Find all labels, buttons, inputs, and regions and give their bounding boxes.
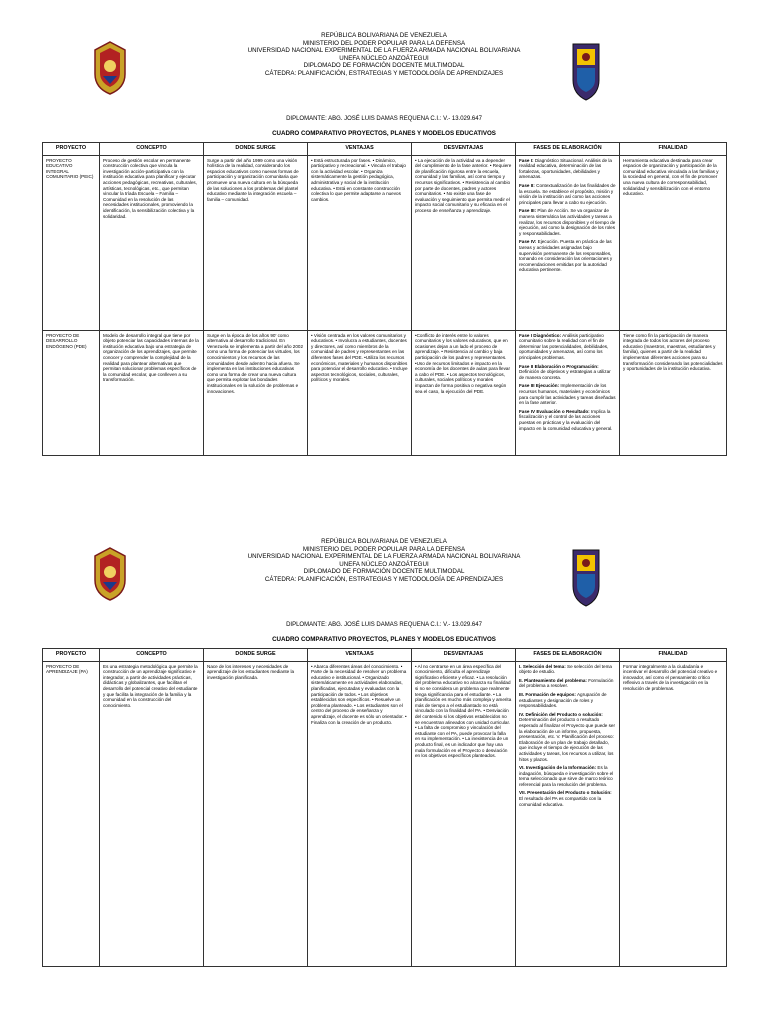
fase-item xyxy=(519,790,616,807)
header-line: DIPLOMADO DE FORMACIÓN DOCENTE MULTIMODAL xyxy=(303,568,465,576)
cell-finalidad: Tiene como fin la participación de manera integrada de todos los actores del proceso educativo (maestros, maestras, estudiantes y familia), quienes a partir de la realidad implementan diferentes acciones para su transformación considerando las potencialidades y oportunidades de la institución educativa. xyxy=(620,330,727,455)
column-header: FINALIDAD xyxy=(620,649,727,662)
fase-item xyxy=(519,364,616,381)
column-header: DESVENTAJAS xyxy=(412,649,516,662)
fase-item xyxy=(519,692,616,709)
fase-item xyxy=(519,333,616,361)
fase-text: Definición de objetivos y estrategias a utilizar de manera concreta. xyxy=(519,369,611,380)
cell-ventajas: • Está estructurada por fases. • Dinámico, participativo y recreacional. • Vincula el trabajo con la actividad escolar. • Organiza sistemáticamente la gestión pedagógica, administrativa y social de la institución educativa. • Está en constante construcción colectiva lo que permite adaptarse a nuevos cambios. xyxy=(308,155,412,330)
column-header: DONDE SURGE xyxy=(204,649,308,662)
cell-desventajas: •Conflicto de interés entre lo valores comunitarios y los valores educativos, que en ocasiones dejan a un lado el proceso de aprendizaje. • Resistencia al cambio y baja participación de los padres y representantes. •Uso de recursos limitados e impacto en la economía de los docentes de aulas para llevar a cabo el PDE. • Los aspectos tecnológicos, culturales, sociales políticos y morales impactan de forma positiva o negativa según sea el caso, la ejecución del PDE. xyxy=(412,330,516,455)
column-header: VENTAJAS xyxy=(308,143,412,156)
cell-finalidad: Formar integralmente a la ciudadanía e incentivar el desarrollo del potencial creativo e innovador, así como el pensamiento crítico reflexivo a través de la investigación en la resolución de problemas. xyxy=(620,661,727,966)
header-line: DIPLOMADO DE FORMACIÓN DOCENTE MULTIMODAL xyxy=(303,62,465,70)
fase-label: Fase III: xyxy=(519,208,537,214)
table-header-row xyxy=(43,649,727,662)
column-header: PROYECTO xyxy=(43,143,100,156)
column-header: PROYECTO xyxy=(43,649,100,662)
header-line: CÁTEDRA: PLANIFICACIÓN, ESTRATEGIAS Y METODOLOGÍA DE APRENDIZAJES xyxy=(264,575,504,583)
cell-proyecto: PROYECTO DE APRENDIZAJE (PA) xyxy=(43,661,100,966)
cell-donde-surge: Surge a partir del año 1999 como una visión holística de la realidad, considerando los espacios educativos como nuevas formas de participación y organización comunitaria que promueve una nueva cultura en la búsqueda de las soluciones a los problemas del plantel educativo mediante la integración escuela – familia – comunidad. xyxy=(204,155,308,330)
header-line: MINISTERIO DEL PODER POPULAR PARA LA DEFENSA xyxy=(302,545,466,553)
header-line: REPÚBLICA BOLIVARIANA DE VENEZUELA xyxy=(321,32,447,39)
cell-concepto: Modelo de desarrollo integral que tiene por objeto potenciar las capacidades internas de la institución educativa bajo una estrategia de organización de los aprendizajes, que permite conocer y comprender la complejidad de la realidad para plantear alternativas que permitan solucionar problemas específicos de la comunidad escolar, que conlleven a su transformación. xyxy=(100,330,204,455)
fase-label: VI. Investigación de la Información: xyxy=(519,765,597,771)
cell-ventajas: • Visión centrada en los valores comunitarios y educativos. • Involucra a estudiantes, docentes y directores, así como miembros de la comunidad de padres y representantes en las diferentes fases del PDE. •Utiliza los recursos económicos, materiales y humanos disponibles para potenciar el desarrollo educativo. • Incluye aspectos tecnológicos, sociales, culturales, políticos y morales. xyxy=(308,330,412,455)
column-header: FASES DE ELABORACIÓN xyxy=(516,143,620,156)
cell-fases xyxy=(516,155,620,330)
fase-item xyxy=(519,765,616,787)
cell-ventajas: • Abarca diferentes áreas del conocimiento. • Parte de la necesidad de resolver un problema educativo e institucional. • Organizado sistemáticamente en actividades elaboradas, planificadas, ejecutadas y evaluadas con la participación de todos. • Los objetivos establecidos son específicos. • Resuelve un problema planteado. • Los estudiantes son el centro del proceso de enseñanza y aprendizaje, el docente es sólo un orientador. • Finaliza con la creación de un producto. xyxy=(308,661,412,966)
unefa-logo-left xyxy=(91,40,129,99)
fase-label: III. Formación de equipos: xyxy=(519,691,576,697)
fase-text: Agrupación de estudiantes y designación de roles y responsabilidades. xyxy=(519,691,607,709)
fase-item xyxy=(519,664,616,675)
table-row xyxy=(43,330,727,455)
fase-text: Implementación de los recursos humanos, materiales y económicos para cumplir las actividades y tareas diseñadas en la fase anterior. xyxy=(519,383,616,406)
fase-label: Fase III Ejecución: xyxy=(519,383,560,389)
fase-item xyxy=(519,383,616,405)
fase-label: Fase I Diagnóstico: xyxy=(519,332,562,338)
header-line: UNEFA NÚCLEO ANZOÁTEGUI xyxy=(339,560,429,568)
page-header xyxy=(0,536,768,620)
university-crest-right xyxy=(567,40,605,105)
fase-label: Fase IV: xyxy=(519,239,537,245)
cell-concepto: Es una estrategia metodológica que permite la construcción de un aprendizaje significativo e integrador, a partir de actividades prácticas, didácticas y globalizantes, que facilitan el desarrollo del potencial creativo del estudiante y que facilita la integración de la familia y la comunidad en la construcción del conocimiento. xyxy=(100,661,204,966)
fase-item xyxy=(519,158,616,180)
fase-text: Plan de Acción. Se va organizar de manera sistemática las actividades y tareas a realizar, los recursos disponibles y el tiempo de ejecución, así como la designación de los roles y responsabilidades. xyxy=(519,208,616,236)
cell-finalidad: Herramienta educativa destinada para crear espacios de organización y participación de la comunidad educativa vinculada a las familias y la sociedad en general, con el fin de promover una nueva cultura de corresponsabilidad, solidaridad y sensibilización con el entorno educativo. xyxy=(620,155,727,330)
column-header: DESVENTAJAS xyxy=(412,143,516,156)
document-page-1 xyxy=(0,30,768,456)
column-header: CONCEPTO xyxy=(100,649,204,662)
fase-label: VII. Presentación del Producto o Solución: xyxy=(519,790,612,796)
diplomante-line: DIPLOMANTE: ABG. JOSÉ LUIS DAMAS REQUENA C.I.: V.- 13.029.647 xyxy=(286,116,482,122)
comparison-table xyxy=(42,648,727,967)
header-line: UNEFA NÚCLEO ANZOÁTEGUI xyxy=(339,54,429,62)
table-title: CUADRO COMPARATIVO PROYECTOS, PLANES Y MODELOS EDUCATIVOS xyxy=(272,130,496,137)
fase-text: Determinación del producto o resultado esperado al finalizar el Proyecto que puede ser la elaboración de un informe, propuesta, presentación, etc. V. Planificación del proceso: Elaboración de un plan de trabajo detallado, que incluye el tiempo de ejecución de las actividades y tareas, los recursos a utilizar, los hitos y plazos. xyxy=(519,717,616,762)
fase-item xyxy=(519,678,616,689)
table-title: CUADRO COMPARATIVO PROYECTOS, PLANES Y MODELOS EDUCATIVOS xyxy=(272,636,496,643)
fase-label: II. Planteamiento del problema: xyxy=(519,677,587,683)
fase-text: Implica la fiscalización y el control de las acciones puestas en prácticas y la evaluación del impacto en la comunidad educativa y general. xyxy=(519,408,613,431)
table-header-row xyxy=(43,143,727,156)
fase-label: I. Selección del tema: xyxy=(519,663,566,669)
fase-text: Formulación del problema a resolver. xyxy=(519,677,614,689)
fase-text: Diagnóstico Situacional. Análisis de la realidad educativa, determinación de las fortalezas, oportunidades, debilidades y amenazas. xyxy=(519,157,612,180)
column-header: VENTAJAS xyxy=(308,649,412,662)
fase-text: Se selección del tema objeto de estudio. xyxy=(519,663,612,675)
fase-text: Análisis participativo comunitario sobre la realidad con el fin de determinar las potencialidades, debilidades, oportunidades y amenazas, así como los principales problemas. xyxy=(519,332,609,360)
column-header: FINALIDAD xyxy=(620,143,727,156)
fase-text: Ejecución. Puesta en práctica de las tareas y actividades asignadas bajo supervisión permanente de los responsables, tomando en consideración las orientaciones y recomendaciones emitidas por la autoridad educativa pertinente. xyxy=(519,239,613,273)
column-header: DONDE SURGE xyxy=(204,143,308,156)
fase-text: El resultado del PA es compartido con la comunidad educativa. xyxy=(519,796,602,807)
header-line: UNIVERSIDAD NACIONAL EXPERIMENTAL DE LA FUERZA ARMADA NACIONAL BOLIVARIANA xyxy=(247,553,521,561)
fase-label: Fase IV Evaluación o Resultado: xyxy=(519,408,590,414)
comparison-table xyxy=(42,142,727,456)
diplomante-line: DIPLOMANTE: ABG. JOSÉ LUIS DAMAS REQUENA C.I.: V.- 13.029.647 xyxy=(286,622,482,628)
fase-item xyxy=(519,712,616,762)
cell-donde-surge: Surge en la época de los años 90' como alternativa al desarrollo tradicional. En Venezuela se implementa a partir del año 2002 como una forma de potenciar las virtudes, los conocimientos y los recursos de las comunidades desde adentro hacia afuera. Se implementa en las instituciones educativas como una forma de crear una nueva cultura que permita explotar las bondades institucionales en la solución de problemas e innovaciones. xyxy=(204,330,308,455)
fase-item xyxy=(519,183,616,205)
cell-proyecto: PROYECTO EDUCATIVO INTEGRAL COMUNITARIO (PEIC) xyxy=(43,155,100,330)
page-header xyxy=(0,30,768,114)
column-header: CONCEPTO xyxy=(100,143,204,156)
fase-text: Contextualización de las finalidades de la escuela. Se establece el propósito, misión y visión de la institución así como las acciones principales para llevar a cabo su ejecución. xyxy=(519,182,616,205)
cell-donde-surge: Nace de los intereses y necesidades de aprendizaje de los estudiantes mediante la investigación planificada. xyxy=(204,661,308,966)
header-line: REPÚBLICA BOLIVARIANA DE VENEZUELA xyxy=(321,538,447,545)
cell-desventajas: • Al no centrarse en un área específica del conocimiento, dificulta el aprendizaje significativo eficiente y eficaz. • La resolución del problema educativo no alcanza su finalidad si no se considera un problema que realmente tenga significancia para el estudiante. • La planificación es mucho más compleja y amerita más de tiempo a el estudiantado no está vinculado con la finalidad del PA. • Desviación del contenido si los objetivos establecidos no se encuentran alineados con unidad curricular. • La falta de compromiso y vinculación del estudiante con el PA, puede provocar la falla en su implementación. • La inexistencia de un producto final, es un indicador que hay una mala formulación en el Proyecto o desviación en los objetivos específicos planteados. xyxy=(412,661,516,966)
header-line: CÁTEDRA: PLANIFICACIÓN, ESTRATEGIAS Y METODOLOGÍA DE APRENDIZAJES xyxy=(264,69,504,77)
cell-desventajas: • La ejecución de la actividad va a depender del cumplimiento de la fase anterior. • Requiere de planificación rigurosa entre la escuela, comunidad y las familias, así como tiempo y recursos significativos. • Resistencia al cambio por parte de docentes, padres y actores comunitarios. • No existe una fase de evaluación y seguimiento que permita medir el impacto social comunitario y su eficacia en el proceso de enseñanza y aprendizaje. xyxy=(412,155,516,330)
university-crest-right xyxy=(567,546,605,611)
fase-label: Fase II Elaboración o Programación: xyxy=(519,363,599,369)
header-line: UNIVERSIDAD NACIONAL EXPERIMENTAL DE LA FUERZA ARMADA NACIONAL BOLIVARIANA xyxy=(247,47,521,55)
fase-item xyxy=(519,239,616,273)
unefa-logo-left xyxy=(91,546,129,605)
table-row xyxy=(43,155,727,330)
cell-fases xyxy=(516,661,620,966)
fase-label: IV. Definición del Producto o solución: xyxy=(519,711,603,717)
column-header: FASES DE ELABORACIÓN xyxy=(516,649,620,662)
fase-item xyxy=(519,208,616,236)
cell-concepto: Proceso de gestión escolar en permanente construcción colectiva que vincula la investigación acción-participativa con la institución educativa para planificar y ejecutar acciones pedagógicas, recreativas, culturales, artísticas, tecnológicas, etc., que permitan vincular la tríada Escuela – Familia – Comunidad en la resolución de las necesidades institucionales, promoviendo la identificación, la sensibilización colectiva y la solidaridad. xyxy=(100,155,204,330)
table-row xyxy=(43,661,727,966)
fase-label: Fase II: xyxy=(519,182,535,188)
header-line: MINISTERIO DEL PODER POPULAR PARA LA DEFENSA xyxy=(302,39,466,47)
fase-text: Es la indagación, búsqueda e investigación sobre el tema seleccionado que sirve de marco teórico referencial para la resolución del problema. xyxy=(519,765,614,787)
cell-proyecto: PROYECTO DE DESARROLLO ENDÓGENO (PDE) xyxy=(43,330,100,455)
document-page-2 xyxy=(0,536,768,967)
fase-item xyxy=(519,409,616,431)
cell-fases xyxy=(516,330,620,455)
fase-label: Fase I: xyxy=(519,157,534,163)
